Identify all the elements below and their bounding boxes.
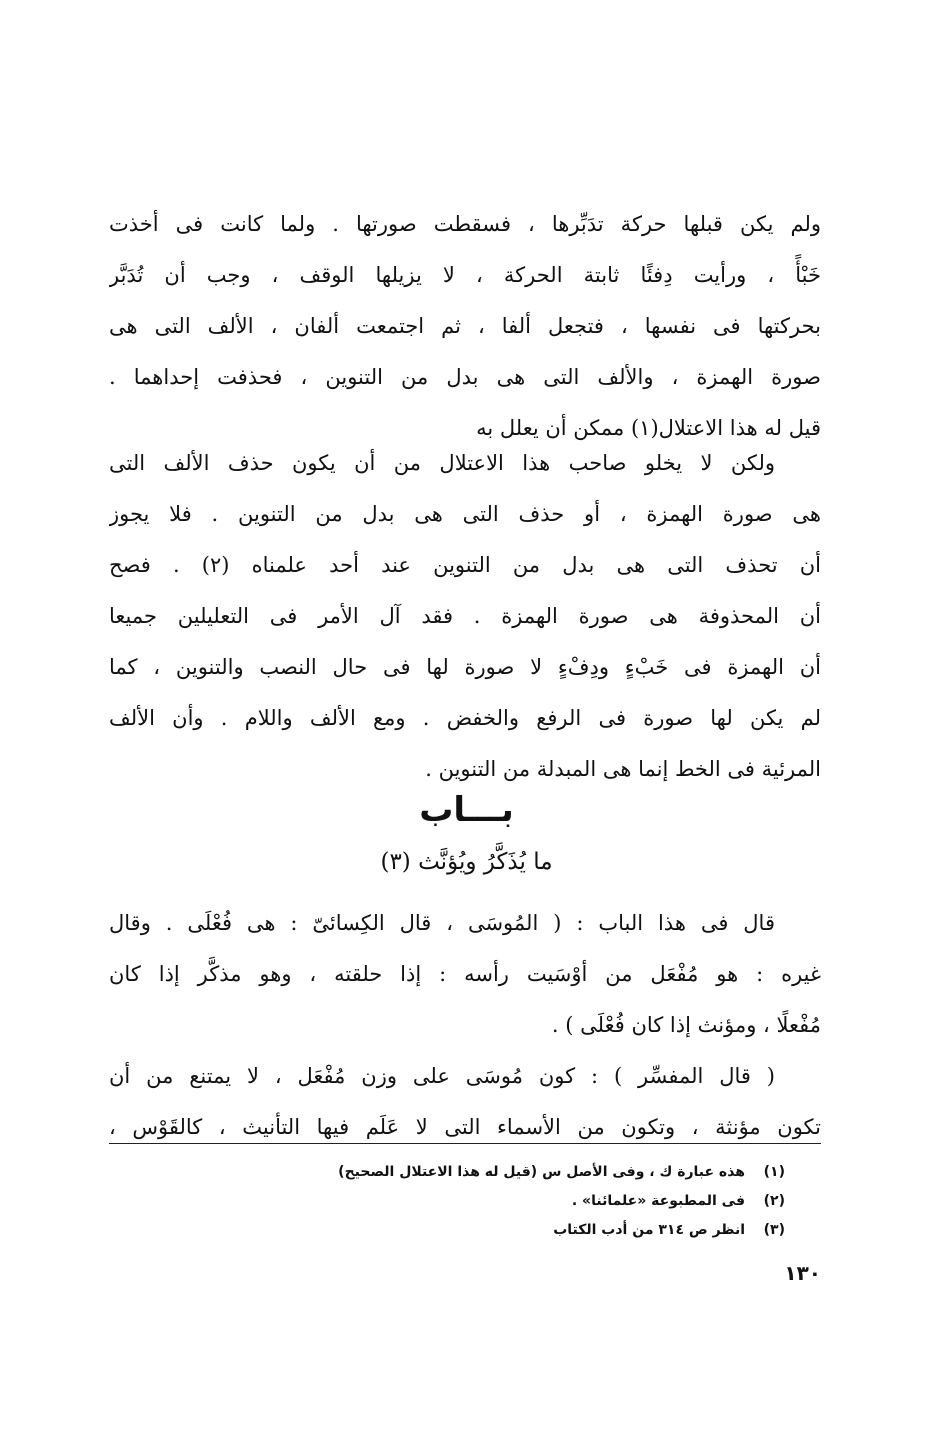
footnote-number: (١)	[763, 1164, 785, 1180]
text-line: قال فى هذا الباب : ( المُوسَى ، قال الكِسائىّ : هى فُعْلَى . وقال	[109, 911, 775, 935]
footnote-text: فى المطبوعة «علمائنا» .	[571, 1193, 745, 1209]
text-line: قيل له هذا الاعتلال(١) ممكن أن يعلل به	[476, 416, 821, 440]
text-line: ولم يكن قبلها حركة تدَبِّرها ، فسقطت صورتها . ولما كانت فى أخذت	[109, 212, 821, 236]
paragraph-3	[109, 898, 821, 1051]
footnote-text: هذه عبارة ك ، وفى الأصل س (قيل له هذا الاعتلال الصحيح)	[338, 1164, 745, 1180]
text-line: أن المحذوفة هى صورة الهمزة . فقد آل الأمر فى التعليلين جميعا	[109, 604, 821, 628]
footnote-number: (٢)	[763, 1193, 785, 1209]
text-line: مُفْعلًا ، ومؤنث إذا كان فُعْلَى ) .	[551, 1013, 821, 1037]
footnote-1	[145, 1158, 785, 1187]
chapter-subtitle: ما يُذَكَّرُ ويُؤنَّث (٣)	[380, 849, 553, 875]
text-line: بحركتها فى نفسها ، فتجعل ألفا ، ثم اجتمعت ألفان ، الألف التى هى	[109, 314, 821, 338]
text-line: صورة الهمزة ، والألف التى هى بدل من التنوين ، فحذفت إحداهما .	[109, 365, 821, 389]
footnote-text: انظر ص ٣١٤ من أدب الكتاب	[553, 1222, 745, 1238]
footnote-divider	[109, 1143, 821, 1144]
text-line: ولكن لا يخلو صاحب هذا الاعتلال من أن يكون حذف الألف التى	[109, 451, 775, 475]
text-line: أن تحذف التى هى بدل من التنوين عند أحد علمناه (٢) . فصح	[109, 553, 821, 577]
text-line: لم يكن لها صورة فى الرفع والخفض . ومع الألف واللام . وأن الألف	[109, 706, 821, 730]
footnotes	[145, 1158, 785, 1245]
page-number: ١٣٠	[784, 1261, 821, 1285]
text-line: غيره : هو مُفْعَل من أوْسَيت رأسه : إذا حلقته ، وهو مذكَّر إذا كان	[109, 962, 821, 986]
text-line: خَبْأً ، ورأيت دِفئًا ثابتة الحركة ، لا يزيلها الوقف ، وجب أن تُدَبَّر	[109, 263, 821, 287]
chapter-heading: بـــاب	[419, 790, 514, 830]
paragraph-4	[109, 1051, 821, 1153]
paragraph-1	[109, 199, 821, 454]
footnote-3	[145, 1216, 785, 1245]
text-line: ( قال المفسِّر ) : كون مُوسَى على وزن مُفْعَل ، لا يمتنع من أن	[109, 1064, 775, 1088]
footnote-2	[145, 1187, 785, 1216]
paragraph-2	[109, 438, 821, 795]
text-line: المرئية فى الخط إنما هى المبدلة من التنوين .	[425, 757, 821, 781]
text-line: أن الهمزة فى خَبْءٍ ودِفْءٍ لا صورة لها فى حال النصب والتنوين ، كما	[109, 655, 821, 679]
text-line: تكون مؤنثة ، وتكون من الأسماء التى لا عَلَم فيها التأنيث ، كالقَوْس ،	[109, 1115, 821, 1139]
footnote-number: (٣)	[763, 1222, 785, 1238]
text-line: هى صورة الهمزة ، أو حذف التى هى بدل من التنوين . فلا يجوز	[109, 502, 821, 526]
